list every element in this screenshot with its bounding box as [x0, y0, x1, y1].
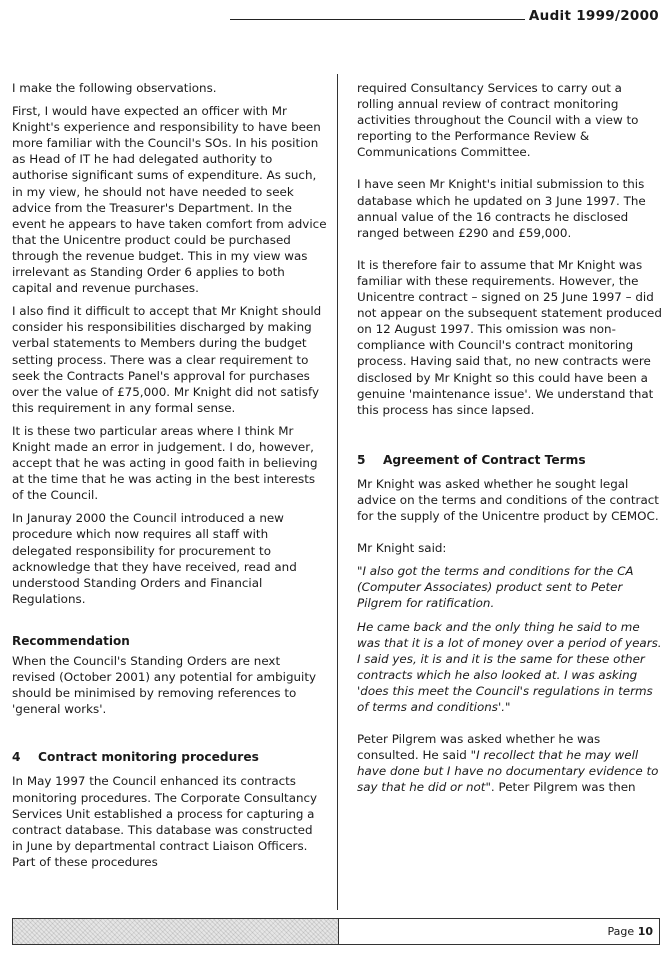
right-column — [357, 80, 662, 802]
header-rule — [230, 19, 525, 20]
section-number: 4 — [12, 750, 21, 765]
section-title: Contract monitoring procedures — [38, 750, 259, 765]
section-title: Agreement of Contract Terms — [383, 452, 586, 467]
paragraph: Mr Knight was asked whether he sought legal advice on the terms and conditions of the contract for the supply of the Unicentre product by CEMOC. — [357, 476, 659, 524]
paragraph: In May 1997 the Council enhanced its contracts monitoring procedures. The Corporate Consultancy Services Unit established a process for capturing a contract database. This database was constructed in June by departmental contract Liaison Officers. Part of these procedures — [12, 774, 318, 869]
section-4-heading — [12, 749, 327, 765]
left-column — [12, 80, 327, 877]
footer-box — [12, 918, 660, 945]
paragraph: I make the following observations. — [12, 81, 217, 95]
text-run: Peter Pilgrem was asked whether he was consulted. He said — [357, 732, 601, 763]
section-5-heading — [357, 452, 662, 468]
paragraph — [357, 731, 662, 795]
paragraph: Mr Knight said: — [357, 541, 447, 556]
quote-paragraph: He came back and the only thing he said to me was that it is a lot of money over a period of years. I said yes, it is and it is the same for these other contracts which he also looked at. I was asking 'does this meet the Council's regulations in terms of terms and conditions'." — [357, 619, 662, 714]
quote-paragraph: "I also got the terms and conditions for the CA (Computer Associates) product sent to Peter Pilgrem for ratification. — [357, 564, 634, 611]
paragraph: When the Council's Standing Orders are next revised (October 2001) any potential for ambiguity should be minimised by removing references to 'general works'. — [12, 654, 317, 717]
section-number: 5 — [357, 452, 366, 467]
page-number-value: 10 — [637, 925, 653, 938]
paragraph: I also find it difficult to accept that Mr Knight should consider his responsibilities discharged by making verbal statements to Members during the budget setting process. There was a clear requirement to seek the Contracts Panel's approval for purchases over the value of £75,000. Mr Knight did not satisfy this requirement in any formal sense. — [12, 304, 322, 415]
footer-pattern — [13, 919, 338, 944]
header-title: Audit 1999/2000 — [528, 8, 659, 24]
paragraph: In Januray 2000 the Council introduced a new procedure which now requires all staff with delegated responsibility for procurement to acknowledge that they have received, read and understood Standing Orders and Financial Regulations. — [12, 511, 297, 606]
paragraph: I have seen Mr Knight's initial submission to this database which he updated on 3 June 1997. The annual value of the 16 contracts he disclosed ranged between £290 and £59,000. — [357, 177, 646, 240]
column-divider — [337, 74, 338, 910]
footer-divider — [338, 919, 339, 944]
page-label: Page — [607, 925, 635, 938]
page-number — [608, 925, 653, 938]
paragraph: required Consultancy Services to carry out a rolling annual review of contract monitoring activities throughout the Council with a view to reporting to the Performance Review & Communications Committee. — [357, 81, 639, 160]
paragraph: It is these two particular areas where I think Mr Knight made an error in judgement. I do, however, accept that he was acting in good faith in believing at the time that he was acting in the best interests of the Council. — [12, 423, 318, 503]
paragraph: First, I would have expected an officer with Mr Knight's experience and responsibility to have been more familiar with the Council's SOs. In his position as Head of IT he had delegated authority to authorise significant sums of expenditure. As such, in my view, he should not have needed to seek advice from the Treasurer's Department. In the event he appears to have taken comfort from advice that the Unicentre product could be purchased through the revenue budget. This in my view was irrelevant as Standing Order 6 applies to both capital and revenue purchases. — [12, 104, 327, 296]
text-run: . Peter Pilgrem was then — [490, 780, 636, 795]
paragraph: It is therefore fair to assume that Mr Knight was familiar with these requirements. However, the Unicentre contract – signed on 25 June 1997 – did not appear on the subsequent statement produced on 12 August 1997. This omission was non-compliance with Council's contract monitoring process. Having said that, no new contracts were disclosed by Mr Knight so this could have been a genuine 'maintenance issue'. We understand that this process has since lapsed. — [357, 257, 662, 417]
recommendation-heading: Recommendation — [12, 633, 130, 648]
quote-run: "I recollect that he may well have done but I have no documentary evidence to say that he did or not" — [357, 748, 659, 795]
